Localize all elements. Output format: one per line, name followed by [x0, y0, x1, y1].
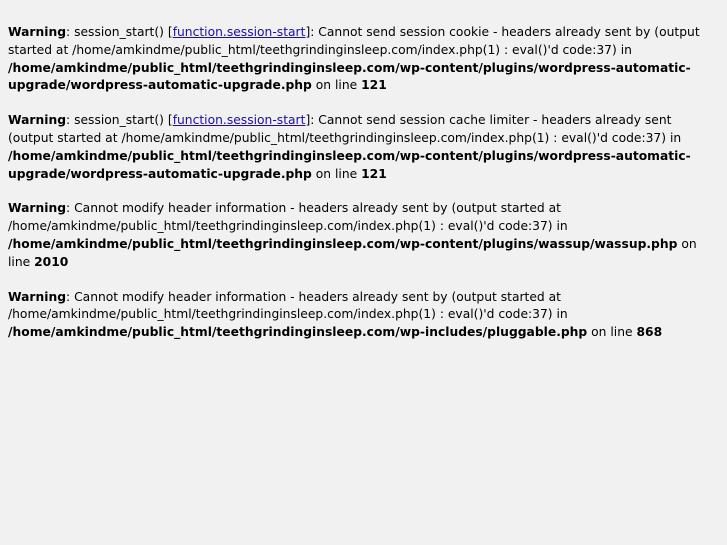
- on-line-text: on line: [8, 236, 697, 269]
- warning-text: : Cannot modify header information - headers already sent by (output started at /home/amkindme/public_html/teethgrindinginsleep.com/index.php(1) : eval()'d code:37) in: [8, 201, 568, 234]
- warning-message: [8, 289, 720, 342]
- warning-text: ]: Cannot send session cache limiter - headers already sent (output started at /home/amkindme/public_html/teethgrindinginsleep.com/index.php(1) : eval()'d code:37) in: [8, 113, 682, 145]
- file-path: /home/amkindme/public_html/teethgrindinginsleep.com/wp-content/plugins/wordpress-automatic-upgrade/wordpress-automatic-upgrade.php: [8, 60, 691, 93]
- line-number: 121: [361, 78, 387, 93]
- warning-text: : session_start() [: [66, 25, 173, 39]
- on-line-text: on line: [587, 325, 637, 340]
- function-session-start-link[interactable]: function.session-start: [172, 25, 306, 39]
- warning-message: [8, 200, 720, 271]
- warning-label: Warning: [8, 25, 67, 39]
- on-line-text: on line: [311, 78, 362, 93]
- function-session-start-link[interactable]: function.session-start: [172, 113, 306, 128]
- line-number: 2010: [34, 254, 69, 269]
- on-line-text: on line: [311, 166, 362, 181]
- warning-message: [8, 112, 720, 183]
- line-number: 868: [636, 325, 663, 340]
- warning-label: Warning: [8, 113, 67, 128]
- file-path: /home/amkindme/public_html/teethgrindinginsleep.com/wp-includes/pluggable.php: [8, 325, 588, 340]
- warning-label: Warning: [8, 289, 67, 304]
- warning-text: ]: Cannot send session cookie - headers already sent by (output started at /home/amkindme/public_html/teethgrindinginsleep.com/index.php(1) : eval()'d code:37) in: [8, 25, 700, 57]
- warning-label: Warning: [8, 201, 67, 216]
- file-path: /home/amkindme/public_html/teethgrindinginsleep.com/wp-content/plugins/wassup/wassup.php: [8, 236, 678, 251]
- php-warnings-page: [8, 24, 720, 359]
- warning-text: : Cannot modify header information - headers already sent by (output started at /home/amkindme/public_html/teethgrindinginsleep.com/index.php(1) : eval()'d code:37) in: [8, 289, 568, 322]
- file-path: /home/amkindme/public_html/teethgrindinginsleep.com/wp-content/plugins/wordpress-automatic-upgrade/wordpress-automatic-upgrade.php: [8, 148, 691, 181]
- warning-message: [8, 24, 720, 95]
- warning-text: : session_start() [: [66, 113, 173, 128]
- line-number: 121: [361, 166, 387, 181]
